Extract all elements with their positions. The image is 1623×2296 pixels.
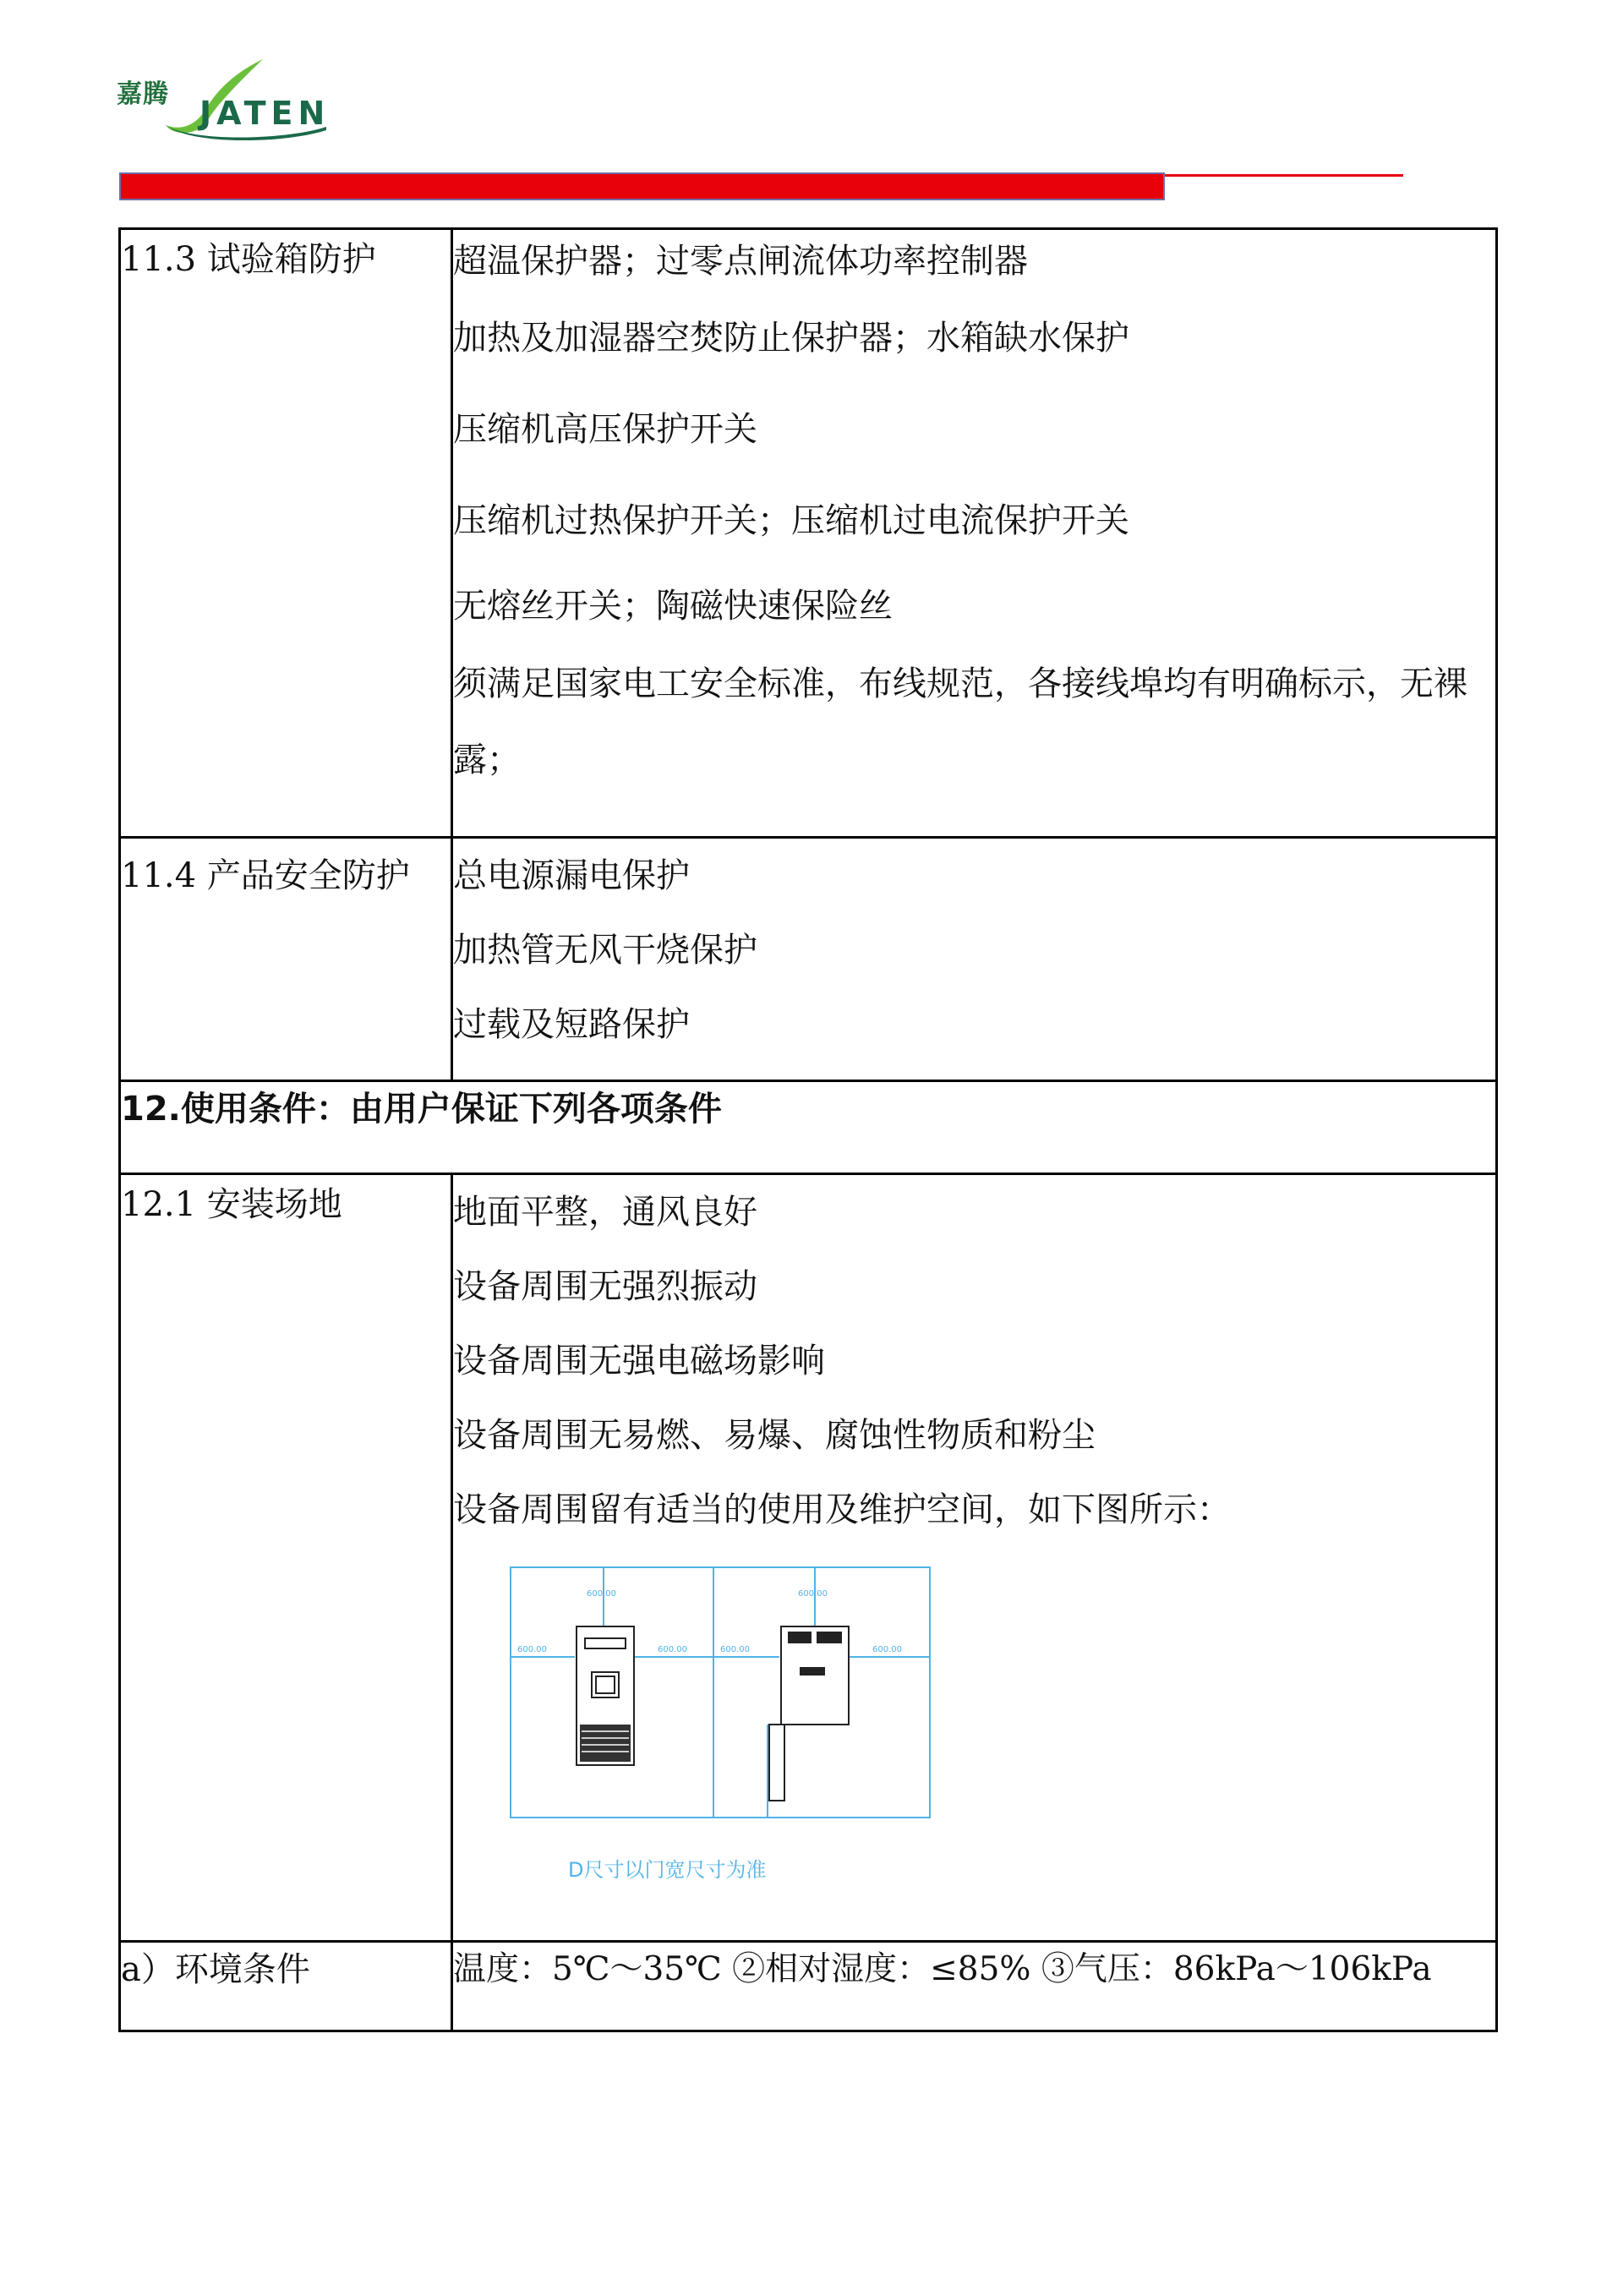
section-heading: 12.使用条件：由用户保证下列各项条件: [120, 1081, 1497, 1174]
dim-label: 600.00: [658, 1645, 687, 1654]
company-logo: [115, 54, 335, 142]
list-item: 压缩机高压保护开关: [453, 410, 757, 449]
list-item: 加热及加湿器空焚防止保护器；水箱缺水保护: [453, 319, 1129, 358]
row-content: 温度：5℃～35℃ ②相对湿度：≤85% ③气压：86kPa～106kPa: [452, 1942, 1497, 2031]
list-item: 设备周围无强烈振动: [453, 1267, 757, 1306]
table-row-chamber-protection: [120, 229, 1497, 838]
table-row-environment: [120, 1942, 1497, 2031]
header-red-line: [1165, 174, 1403, 177]
row-label: [120, 838, 452, 1081]
dim-label: 600.00: [798, 1589, 828, 1599]
row-label-text: 12.1 安装场地: [121, 1185, 342, 1224]
list-item: 超温保护器；过零点闸流体功率控制器: [453, 242, 1028, 281]
row-content: [452, 1174, 1497, 1942]
dim-label: 600.00: [587, 1589, 616, 1599]
logo-chinese-text: 嘉腾: [117, 79, 169, 109]
dim-label: 600.00: [872, 1645, 902, 1654]
row-label-text: 11.4 产品安全防护: [121, 856, 410, 895]
list-item: 设备周围无易燃、易爆、腐蚀性物质和粉尘: [453, 1416, 1096, 1455]
list-item: 设备周围无强电磁场影响: [453, 1342, 825, 1380]
chamber-side-view: [769, 1626, 849, 1801]
row-label: [120, 1174, 452, 1942]
installation-clearance-diagram: [500, 1564, 940, 1902]
table-row-section-12: [120, 1081, 1497, 1174]
list-item: 总电源漏电保护: [453, 856, 690, 895]
figure-caption: D尺寸以门宽尺寸为准: [568, 1858, 767, 1882]
table-row-installation-site: [120, 1174, 1497, 1942]
clearance-drawing: [500, 1564, 940, 1851]
list-item: 压缩机过热保护开关；压缩机过电流保护开关: [453, 501, 1129, 540]
dim-label: 600.00: [720, 1645, 750, 1654]
dim-label: 600.00: [517, 1645, 547, 1654]
list-item: 过载及短路保护: [453, 1005, 690, 1044]
specification-table: [118, 227, 1498, 2032]
row-label: a）环境条件: [120, 1942, 452, 2031]
list-item: 地面平整，通风良好: [453, 1193, 757, 1232]
row-content: [452, 838, 1497, 1081]
row-content: [452, 229, 1497, 838]
list-item: 设备周围留有适当的使用及维护空间，如下图所示：: [453, 1490, 1231, 1529]
logo-english-text: JATEN: [199, 95, 331, 132]
header-red-bar: [119, 172, 1165, 200]
table-row-product-safety: [120, 838, 1497, 1081]
list-item: 加热管无风干烧保护: [453, 931, 757, 970]
row-label-text: 11.3 试验箱防护: [121, 240, 376, 279]
list-item: 无熔丝开关；陶磁快速保险丝: [453, 587, 893, 626]
row-label: [120, 229, 452, 838]
list-item: 须满足国家电工安全标准，布线规范，各接线埠均有明确标示，无裸露；: [453, 664, 1467, 779]
